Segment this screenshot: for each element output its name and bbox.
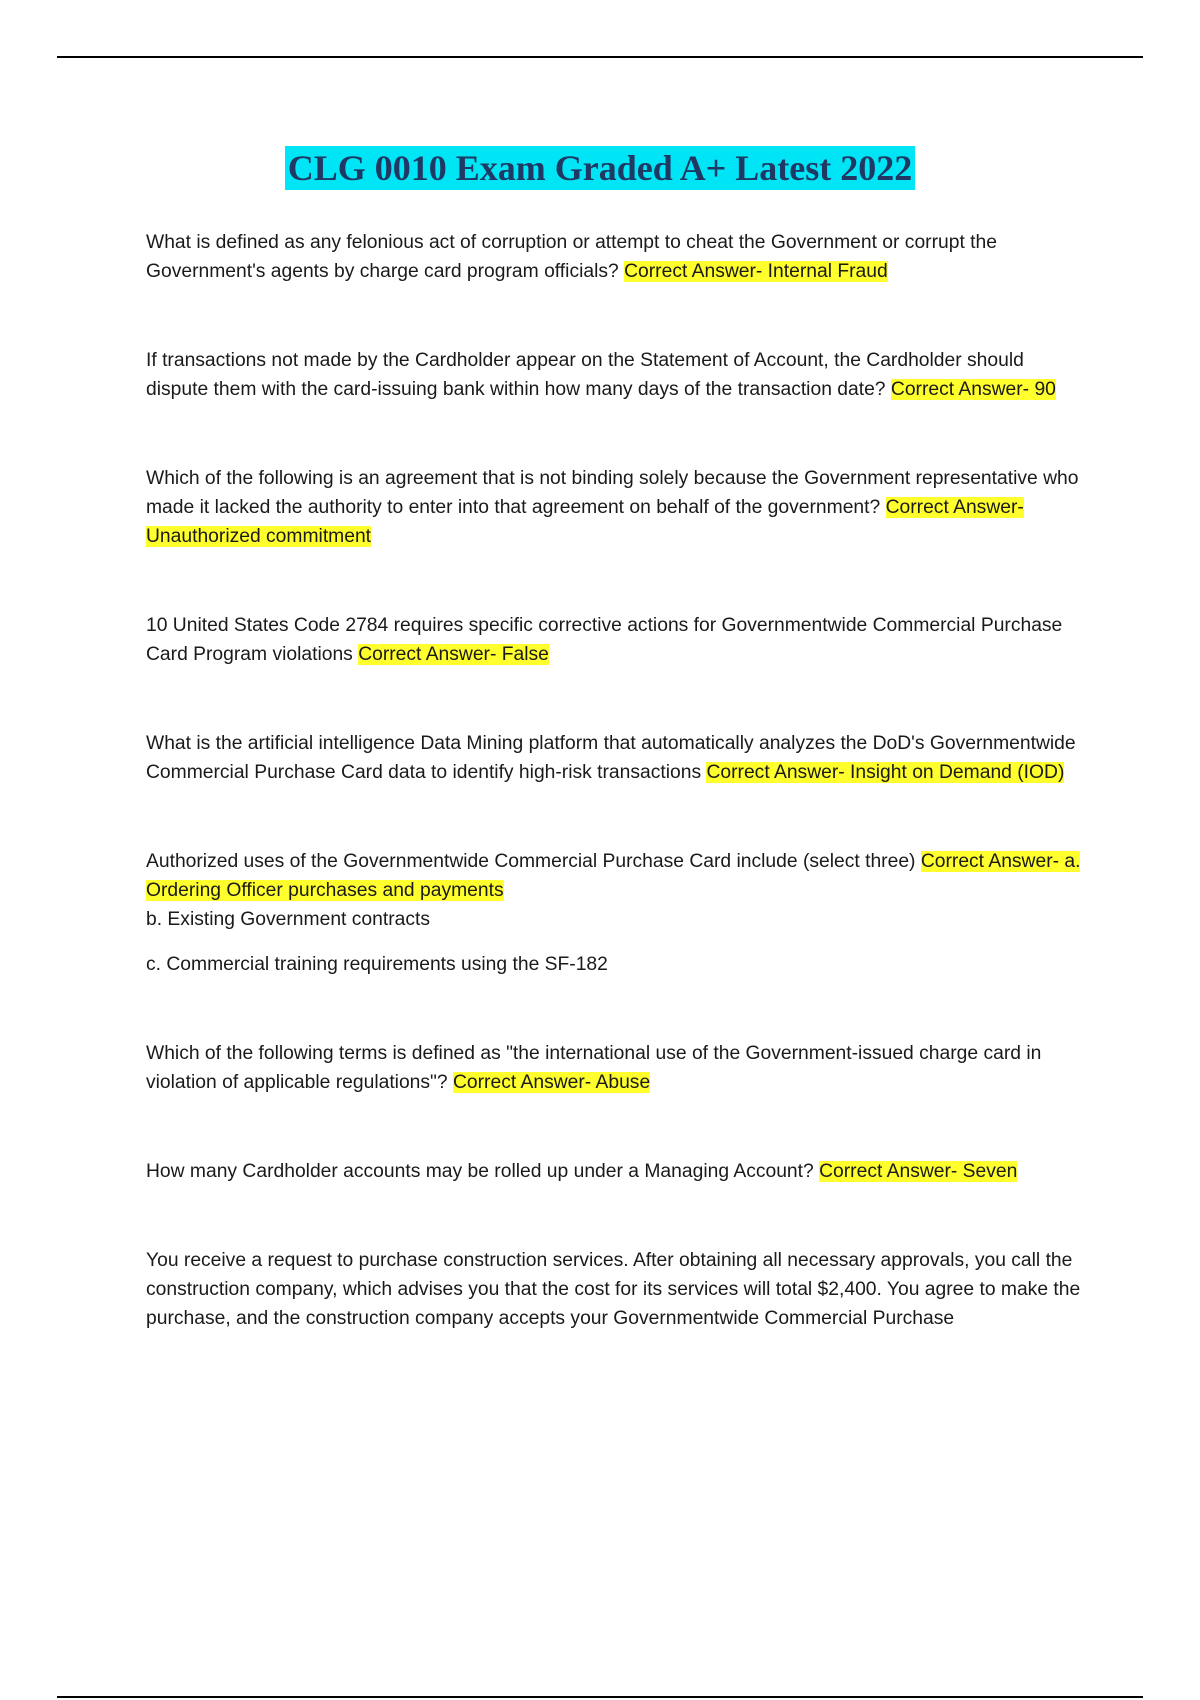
qa-text	[146, 1157, 1091, 1186]
qa-item-7	[146, 1039, 1091, 1097]
answer-text: Correct Answer- Abuse	[452, 1072, 651, 1093]
qa-text	[146, 464, 1091, 551]
qa-item-3	[146, 464, 1091, 551]
question-text: Which of the following is an agreement that is not binding solely because the Government representative who made it lacked the authority to enter into that agreement on behalf of the government?	[146, 468, 1079, 518]
qa-text	[146, 611, 1091, 669]
qa-item-4	[146, 611, 1091, 669]
answer-option-b: b. Existing Government contracts	[146, 909, 430, 930]
question-text: Which of the following terms is defined as "the international use of the Government-issued charge card in violation of applicable regulations"?	[146, 1043, 1042, 1093]
qa-list	[146, 228, 1091, 1393]
top-rule	[57, 56, 1143, 58]
qa-item-1	[146, 228, 1091, 286]
answer-text: Correct Answer- a. Ordering Officer purchases and payments	[146, 851, 1081, 901]
answer-text: Correct Answer- 90	[890, 379, 1056, 400]
qa-item-6	[146, 847, 1091, 979]
qa-text	[146, 1039, 1091, 1097]
bottom-rule	[57, 1696, 1143, 1698]
qa-text	[146, 729, 1091, 787]
qa-text	[146, 228, 1091, 286]
question-text: What is the artificial intelligence Data Mining platform that automatically analyzes the DoD's Governmentwide Commercial Purchase Card data to identify high-risk transactions	[146, 733, 1076, 783]
qa-item-8	[146, 1157, 1091, 1186]
question-text: If transactions not made by the Cardholder appear on the Statement of Account, the Cardholder should dispute them with the card-issuing bank within how many days of the transaction date?	[146, 350, 1024, 400]
question-text: You receive a request to purchase construction services. After obtaining all necessary approvals, you call the construction company, which advises you that the cost for its services will total $2,400. You agree to make the purchase, and the construction company accepts your Governmentwide Commercial Purchase	[146, 1250, 1081, 1329]
question-text: Authorized uses of the Governmentwide Commercial Purchase Card include (select three)	[146, 851, 916, 872]
qa-text	[146, 1246, 1091, 1333]
answer-text: Correct Answer- Seven	[819, 1161, 1018, 1182]
answer-text: Correct Answer- Unauthorized commitment	[146, 497, 1024, 547]
question-text: 10 United States Code 2784 requires specific corrective actions for Governmentwide Commercial Purchase Card Program violations	[146, 615, 1063, 665]
title-container	[0, 146, 1200, 190]
answer-text: Correct Answer- False	[358, 644, 549, 665]
page-title: CLG 0010 Exam Graded A+ Latest 2022	[285, 146, 916, 190]
question-text: What is defined as any felonious act of corruption or attempt to cheat the Government or corrupt the Government's agents by charge card program officials?	[146, 232, 997, 282]
answer-option-c: c. Commercial training requirements using the SF-182	[146, 954, 608, 975]
qa-item-9	[146, 1246, 1091, 1333]
qa-text	[146, 847, 1091, 905]
qa-item-5	[146, 729, 1091, 787]
answer-text: Correct Answer- Internal Fraud	[624, 261, 888, 282]
question-text: How many Cardholder accounts may be rolled up under a Managing Account?	[146, 1161, 814, 1182]
qa-item-2	[146, 346, 1091, 404]
answer-text: Correct Answer- Insight on Demand (IOD)	[706, 762, 1065, 783]
qa-text	[146, 346, 1091, 404]
